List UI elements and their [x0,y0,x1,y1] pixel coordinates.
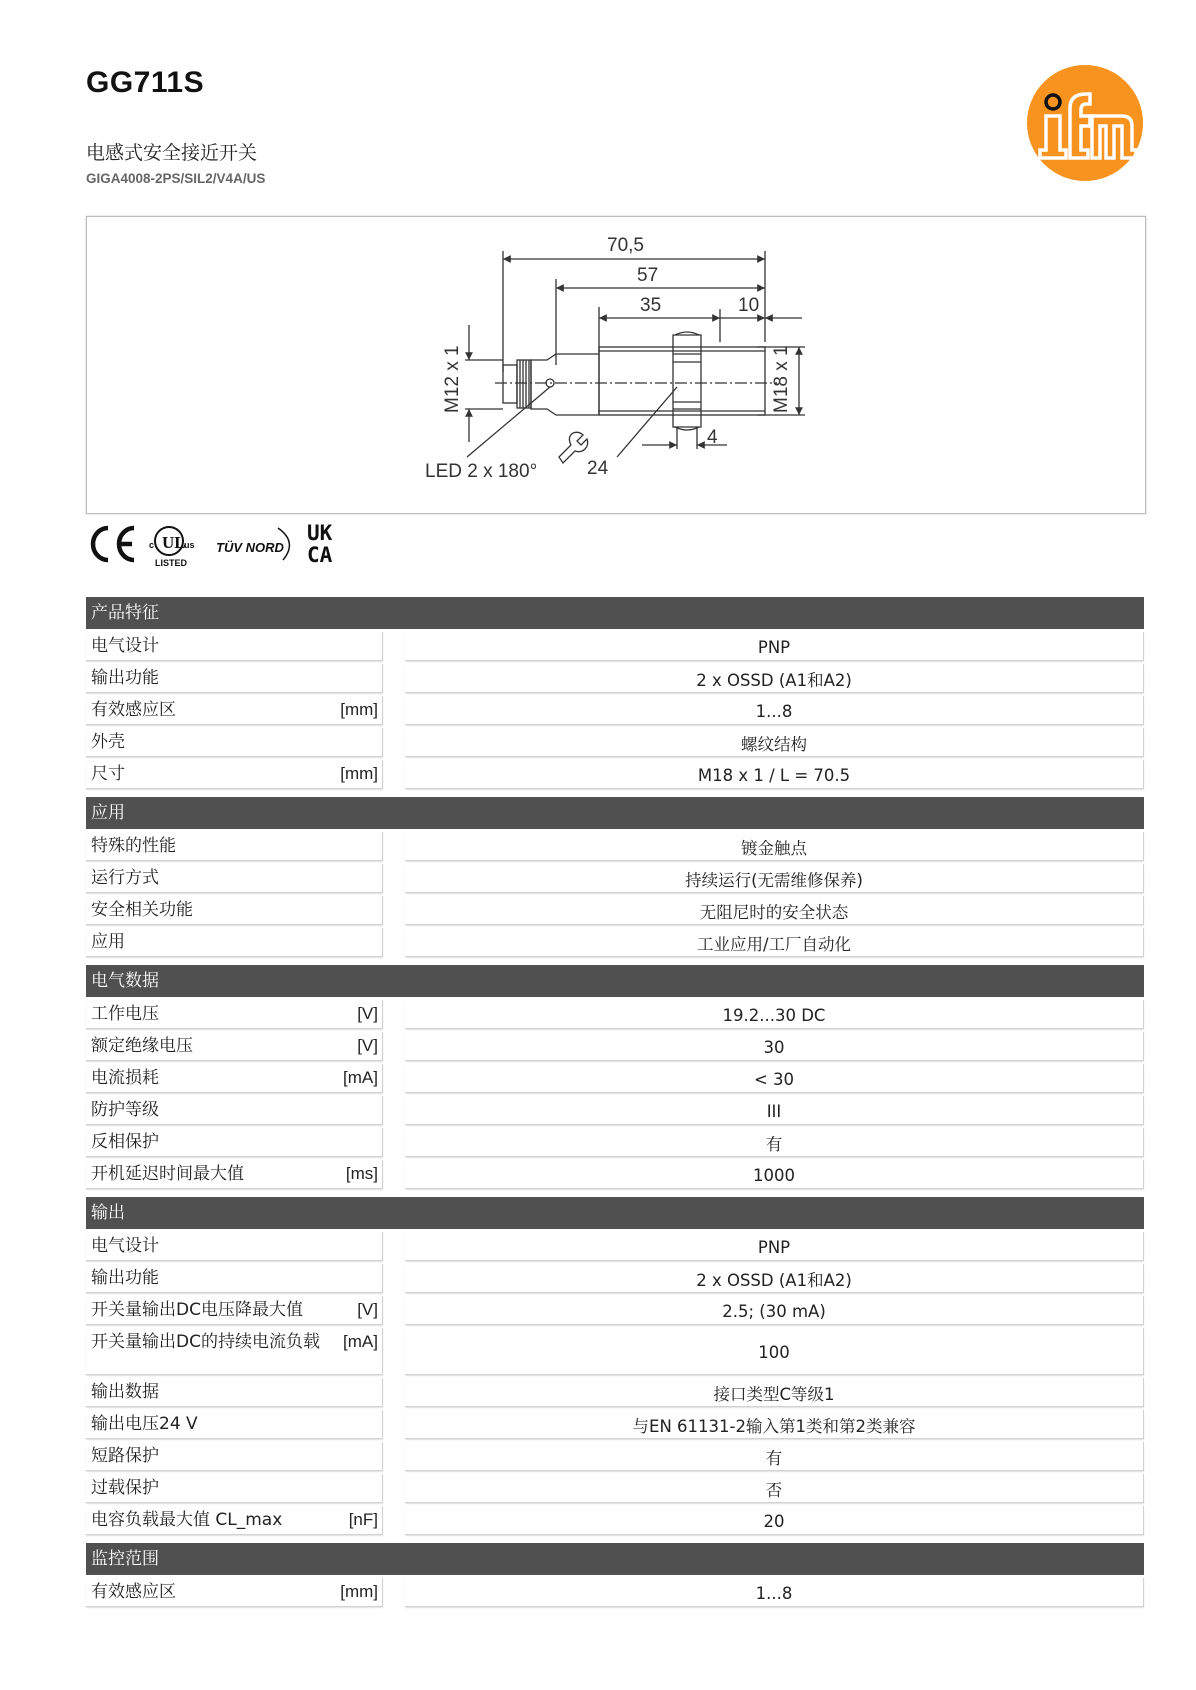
spec-value: 否 [405,1474,1144,1503]
spec-value: 持续运行(无需维修保养) [405,864,1144,893]
spec-label-cell [86,1064,383,1093]
spec-value: M18 x 1 / L = 70.5 [405,760,1144,789]
spec-value: 与EN 61131-2输入第1类和第2类兼容 [405,1410,1144,1439]
spec-label: 尺寸 [91,764,125,784]
spec-label: 防护等级 [91,1100,159,1120]
spec-label: 外壳 [91,732,125,752]
spec-label-cell [86,1000,383,1029]
spec-label: 特殊的性能 [91,836,176,856]
spec-label: 应用 [91,932,125,952]
spec-label: 输出功能 [91,1268,159,1288]
dim-35: 35 [640,295,662,316]
dim-57: 57 [637,265,659,286]
wrench-size: 24 [587,458,609,479]
spec-row [86,696,1144,725]
spec-label: 运行方式 [91,868,159,888]
spec-row [86,832,1144,861]
tuv-nord-mark-icon [216,528,289,560]
led-label: LED 2 x 180° [425,461,538,482]
thread-m12: M12 x 1 [442,345,463,413]
spec-value: 1...8 [405,1578,1144,1607]
ukca-bottom-text: CA [307,543,333,567]
spec-unit: [V] [357,1004,378,1023]
section-header: 电气数据 [86,965,1144,997]
spec-value: 螺纹结构 [405,728,1144,757]
spec-row [86,864,1144,893]
spec-label-cell [86,1578,383,1607]
spec-label: 电流损耗 [91,1068,159,1088]
spec-label-cell [86,864,383,893]
spec-row [86,1064,1144,1093]
spec-label-cell [86,1506,383,1535]
spec-label-cell [86,632,383,661]
ukca-mark-icon [307,521,333,567]
sensor-dimension-svg [87,217,1145,513]
spec-value: 1...8 [405,696,1144,725]
spec-unit: [mA] [343,1332,378,1351]
spec-value: 100 [405,1328,1144,1375]
section-header: 产品特征 [86,597,1144,629]
dim-4: 4 [707,427,718,448]
spec-row [86,1160,1144,1189]
certification-marks [88,520,358,570]
dim-10: 10 [738,295,760,316]
spec-label-cell [86,1474,383,1503]
spec-row [86,1506,1144,1535]
spec-unit: [mm] [340,764,378,783]
spec-row [86,728,1144,757]
spec-label: 安全相关功能 [91,900,193,920]
spec-unit: [V] [357,1036,378,1055]
spec-row [86,1328,1144,1375]
spec-label: 额定绝缘电压 [91,1036,193,1056]
spec-row [86,664,1144,693]
section-header: 输出 [86,1197,1144,1229]
svg-text:UL: UL [162,533,186,552]
spec-unit: [mm] [340,700,378,719]
spec-label-cell [86,1328,383,1375]
spec-label-cell [86,1410,383,1439]
spec-value: 1000 [405,1160,1144,1189]
spec-label: 开关量输出DC的持续电流负载 [91,1332,320,1352]
spec-row [86,632,1144,661]
spec-label: 开机延迟时间最大值 [91,1164,244,1184]
spec-value: 2 x OSSD (A1和A2) [405,664,1144,693]
dim-overall-length: 70,5 [607,235,644,256]
spec-value: 工业应用/工厂自动化 [405,928,1144,957]
ul-us-text: us [184,540,195,550]
spec-label-cell [86,760,383,789]
spec-value: 30 [405,1032,1144,1061]
ifm-logo-icon [1026,64,1144,182]
spec-value: 有 [405,1442,1144,1471]
spec-row [86,1032,1144,1061]
spec-row [86,1578,1144,1607]
spec-row [86,896,1144,925]
spec-label: 电气设计 [91,1236,159,1256]
spec-label: 有效感应区 [91,700,176,720]
spec-unit: [mA] [343,1068,378,1087]
spec-label-cell [86,928,383,957]
spec-row [86,760,1144,789]
ul-c-text: c [149,540,155,550]
spec-row [86,1000,1144,1029]
spec-row [86,1096,1144,1125]
spec-unit: [ms] [345,1164,378,1183]
spec-label: 输出数据 [91,1382,159,1402]
spec-label: 输出功能 [91,668,159,688]
spec-value: < 30 [405,1064,1144,1093]
spec-label: 过载保护 [91,1478,159,1498]
spec-row [86,1378,1144,1407]
section-header: 监控范围 [86,1543,1144,1575]
spec-label-cell [86,1264,383,1293]
spec-row [86,1264,1144,1293]
spec-label-cell [86,1442,383,1471]
tuv-nord-text: TÜV NORD [216,540,284,555]
spec-label-cell [86,896,383,925]
spec-value: 无阻尼时的安全状态 [405,896,1144,925]
section-header: 应用 [86,797,1144,829]
spec-value: 有 [405,1128,1144,1157]
spec-label: 工作电压 [91,1004,159,1024]
spec-label-cell [86,1232,383,1261]
product-code: GIGA4008-2PS/SIL2/V4A/US [86,171,266,186]
spec-value: 接口类型C等级1 [405,1378,1144,1407]
product-title: GG711S [86,66,205,99]
spec-row [86,1442,1144,1471]
spec-label-cell [86,1296,383,1325]
spec-table [86,597,1144,1610]
spec-value: 2 x OSSD (A1和A2) [405,1264,1144,1293]
spec-label-cell [86,1160,383,1189]
spec-label: 输出电压24 V [91,1414,198,1434]
spec-row [86,1296,1144,1325]
product-subtitle: 电感式安全接近开关 [86,142,258,164]
spec-label-cell [86,1096,383,1125]
spec-row [86,1128,1144,1157]
spec-value: 镀金触点 [405,832,1144,861]
spec-label: 电气设计 [91,636,159,656]
spec-value: PNP [405,1232,1144,1261]
spec-value: III [405,1096,1144,1125]
dimension-drawing [86,216,1146,514]
spec-label: 反相保护 [91,1132,159,1152]
spec-value: PNP [405,632,1144,661]
spec-unit: [nF] [348,1510,378,1529]
spec-label-cell [86,832,383,861]
spec-label: 短路保护 [91,1446,159,1466]
spec-row [86,928,1144,957]
spec-unit: [V] [357,1300,378,1319]
ce-mark-icon [93,528,134,560]
spec-label-cell [86,1128,383,1157]
ul-listed-text: LISTED [155,558,188,568]
ukca-top-text: UK [307,521,333,545]
spec-label: 有效感应区 [91,1582,176,1602]
spec-label-cell [86,664,383,693]
spec-label-cell [86,696,383,725]
spec-row [86,1232,1144,1261]
spec-row [86,1410,1144,1439]
spec-unit: [mm] [340,1582,378,1601]
spec-label-cell [86,1032,383,1061]
spec-label: 电容负载最大值 CL_max [91,1510,283,1530]
thread-m18: M18 x 1 [771,345,792,413]
spec-value: 2.5; (30 mA) [405,1296,1144,1325]
spec-value: 20 [405,1506,1144,1535]
spec-row [86,1474,1144,1503]
ul-listed-mark-icon [149,527,195,568]
spec-value: 19.2...30 DC [405,1000,1144,1029]
spec-label-cell [86,728,383,757]
spec-label-cell [86,1378,383,1407]
spec-label: 开关量输出DC电压降最大值 [91,1300,303,1320]
